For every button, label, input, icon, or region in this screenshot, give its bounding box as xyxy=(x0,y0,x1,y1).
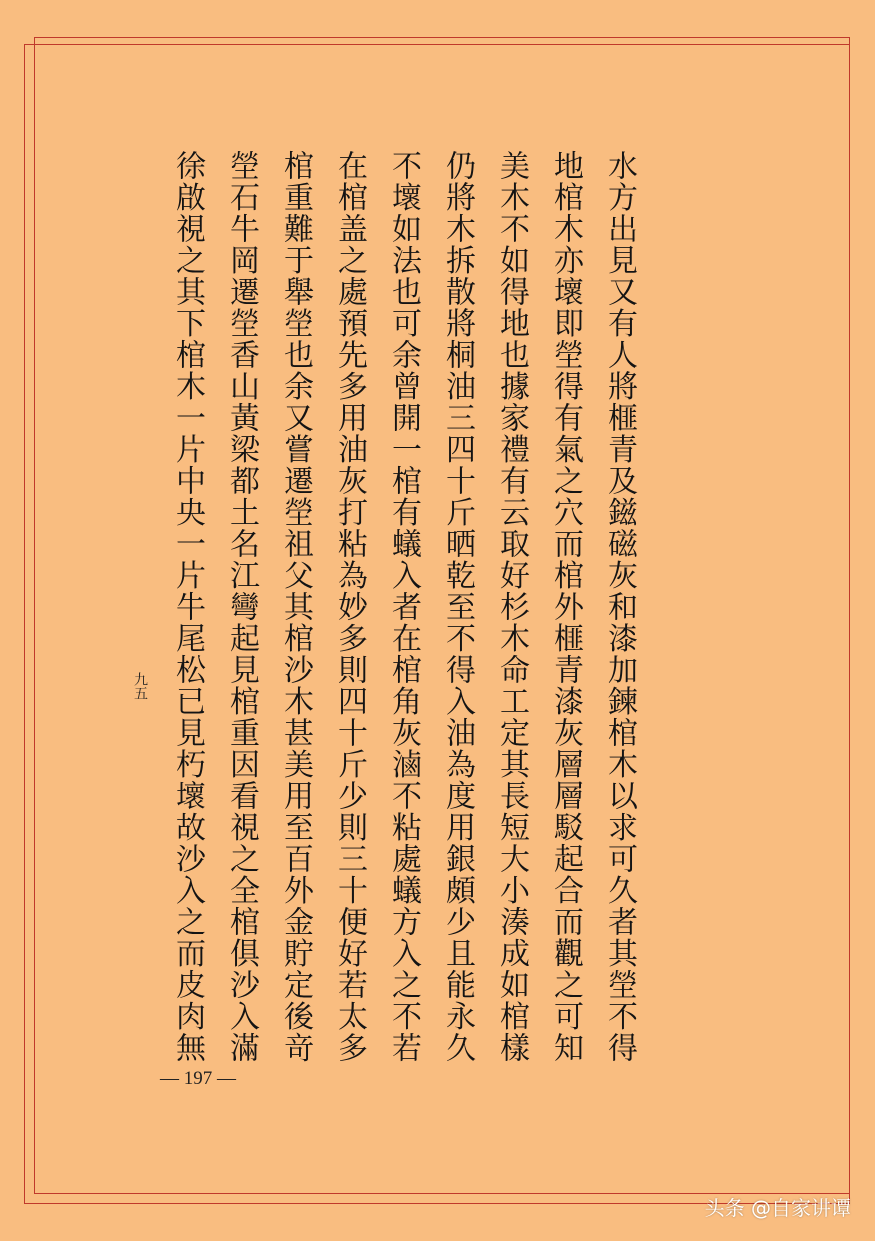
text-column-3: 美木不如得地也據家禮有云取好杉木命工定其長短大小湊成如棺樣 xyxy=(494,150,529,1064)
text-column-4: 仍將木拆散將桐油三四十斤晒乾至不得入油為度用銀頗少且能永久 xyxy=(440,150,475,1064)
page-number: — 197 — xyxy=(160,1068,236,1089)
text-column-1: 水方出見又有人將榧青及鎡磁灰和漆加鍊棺木以求可久者其塋不得 xyxy=(602,150,637,1064)
folio-marker: 九五 xyxy=(132,672,148,700)
text-column-7: 棺重難于舉塋也余又嘗遷塋祖父其棺沙木甚美用至百外金貯定後竒 xyxy=(278,150,313,1064)
text-column-9: 徐啟視之其下棺木一片中央一片牛尾松已見朽壞故沙入之而皮肉無 xyxy=(170,150,205,1064)
text-column-5: 不壞如法也可余曾開一棺有蟻入者在棺角灰滷不粘處蟻方入之不若 xyxy=(386,150,421,1064)
watermark: 头条 @自家讲谭 xyxy=(704,1196,851,1220)
text-column-2: 地棺木亦壞即塋得有氣之穴而棺外榧青漆灰層層駁起合而觀之可知 xyxy=(548,150,583,1064)
text-column-8: 塋石牛岡遷塋香山黃梁都土名江彎起見棺重因看視之全棺俱沙入滿 xyxy=(224,150,259,1064)
text-column-6: 在棺盖之處預先多用油灰打粘為妙多則四十斤少則三十便好若太多 xyxy=(332,150,367,1064)
